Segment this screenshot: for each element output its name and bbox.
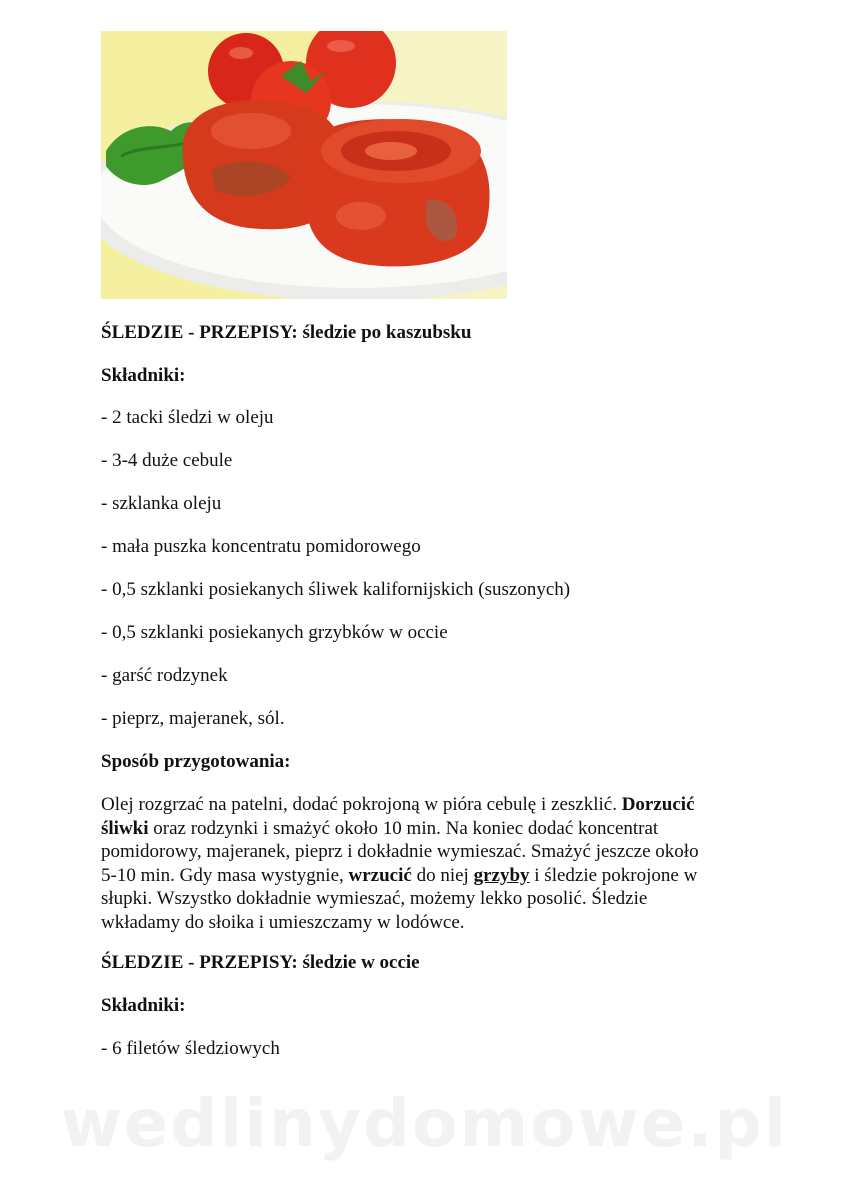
method-text: do niej [411,864,474,886]
method-text: Olej rozgrzać na patelni, dodać pokrojoną w pióra cebulę i zeszklić. [101,794,622,815]
recipe-2-title: ŚLEDZIE - PRZEPISY: śledzie w occie [101,952,420,973]
recipe-1-ingredients-heading: Składniki: [101,365,186,386]
ingredient-item: - 0,5 szklanki posiekanych grzybków w occie [101,622,448,643]
watermark: wedlinydomowe.pl [60,1085,789,1162]
ingredient-item: - garść rodzynek [101,665,228,686]
recipe-1-method-paragraph [101,793,751,934]
ingredient-item: - pieprz, majeranek, sól. [101,708,285,729]
grzyby-link[interactable]: grzyby [473,864,530,886]
method-text: pomidorowy, majeranek, pieprz i dokładnie wymieszać. Smażyć jeszcze około [101,841,699,862]
ingredient-item: - 0,5 szklanki posiekanych śliwek kalifornijskich (suszonych) [101,579,571,600]
method-text: 5-10 min. Gdy masa wystygnie, [101,864,349,886]
method-bold-text: wrzucić [348,864,412,886]
method-text: wkładamy do słoika i umieszczamy w lodówce. [101,911,465,933]
ingredient-item: - 3-4 duże cebule [101,450,233,471]
herring-rolls-illustration [101,31,507,299]
method-bold-text: śliwki [101,817,149,839]
ingredient-item: - szklanka oleju [101,493,222,514]
method-bold-text: Dorzucić [621,794,695,815]
ingredient-item: - 6 filetów śledziowych [101,1038,280,1059]
ingredient-item: - mała puszka koncentratu pomidorowego [101,536,421,557]
recipe-photo [101,31,507,299]
method-text: i śledzie pokrojone w [529,864,698,886]
recipe-1-method-heading: Sposób przygotowania: [101,751,291,772]
method-text: oraz rodzynki i smażyć około 10 min. Na koniec dodać koncentrat [148,817,659,839]
method-text: słupki. Wszystko dokładnie wymieszać, możemy lekko posolić. Śledzie [101,888,648,909]
recipe-1-title: ŚLEDZIE - PRZEPISY: śledzie po kaszubsku [101,322,472,343]
recipe-2-ingredients-heading: Składniki: [101,995,186,1016]
ingredient-item: - 2 tacki śledzi w oleju [101,407,274,428]
